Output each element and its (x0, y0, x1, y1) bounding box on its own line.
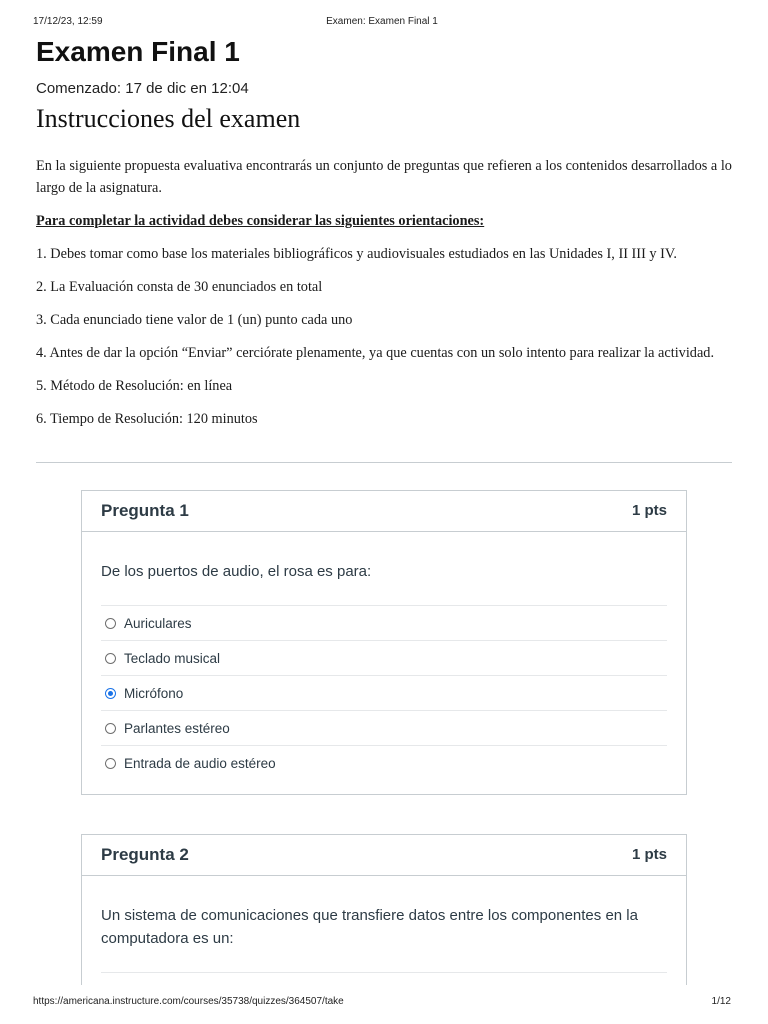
question-1 (81, 490, 687, 795)
question-text: Un sistema de comunicaciones que transfiere datos entre los componentes en la computadora es un: (101, 907, 638, 947)
answer-option-entrada-audio-estereo[interactable] (101, 745, 667, 780)
radio-button[interactable] (105, 723, 116, 734)
question-2 (81, 834, 687, 985)
print-page-number: 1/12 (711, 996, 731, 1007)
answer-option-parlantes-estereo[interactable] (101, 710, 667, 745)
radio-button[interactable] (105, 653, 116, 664)
print-url: https://americana.instructure.com/courses/35738/quizzes/364507/take (33, 996, 344, 1007)
answer-divider (101, 972, 667, 973)
started-value: 17 de dic en 12:04 (125, 80, 249, 97)
question-header (82, 491, 686, 532)
print-page-title: Examen: Examen Final 1 (326, 16, 438, 27)
print-header (33, 16, 731, 30)
question-body (82, 532, 686, 796)
question-text: De los puertos de audio, el rosa es para: (101, 563, 372, 580)
question-points: 1 pts (631, 846, 667, 863)
answer-option-microfono[interactable] (101, 675, 667, 710)
radio-button-selected[interactable] (105, 688, 116, 699)
answer-label: Entrada de audio estéreo (124, 755, 276, 771)
instruction-item: 5. Método de Resolución: en línea (36, 378, 233, 394)
question-name: Pregunta 1 (101, 501, 189, 520)
answer-label: Micrófono (124, 685, 184, 701)
page-title: Examen Final 1 (36, 36, 240, 67)
instruction-item: 6. Tiempo de Resolución: 120 minutos (36, 411, 258, 427)
radio-button[interactable] (105, 618, 116, 629)
answer-list (101, 605, 667, 796)
started-info (36, 80, 249, 97)
answer-option-auriculares[interactable] (101, 605, 667, 640)
started-label: Comenzado: (36, 80, 122, 97)
question-points: 1 pts (631, 502, 667, 519)
orientations-title: Para completar la actividad debes considerar las siguientes orientaciones: (36, 213, 485, 229)
instruction-item: 1. Debes tomar como base los materiales bibliográficos y audiovisuales estudiados en las Unidades I, II III y IV. (36, 246, 677, 262)
question-name: Pregunta 2 (101, 845, 189, 864)
print-footer (33, 996, 731, 1010)
instructions-intro: En la siguiente propuesta evaluativa encontrarás un conjunto de preguntas que refieren a los contenidos desarrollados a lo largo de la asignatura. (36, 158, 732, 196)
instructions-body (36, 155, 736, 441)
question-body (82, 876, 686, 973)
section-divider (36, 462, 732, 463)
radio-button[interactable] (105, 758, 116, 769)
answer-label: Parlantes estéreo (124, 720, 230, 736)
answer-label: Teclado musical (124, 650, 221, 666)
instruction-item: 3. Cada enunciado tiene valor de 1 (un) punto cada uno (36, 312, 353, 328)
instructions-heading: Instrucciones del examen (36, 104, 301, 133)
question-header (82, 835, 686, 876)
print-datetime: 17/12/23, 12:59 (33, 16, 103, 27)
instruction-item: 2. La Evaluación consta de 30 enunciados en total (36, 279, 323, 295)
answer-option-teclado-musical[interactable] (101, 640, 667, 675)
instruction-item: 4. Antes de dar la opción “Enviar” cerciórate plenamente, ya que cuentas con un solo intento para realizar la actividad. (36, 345, 715, 361)
answer-label: Auriculares (124, 615, 192, 631)
